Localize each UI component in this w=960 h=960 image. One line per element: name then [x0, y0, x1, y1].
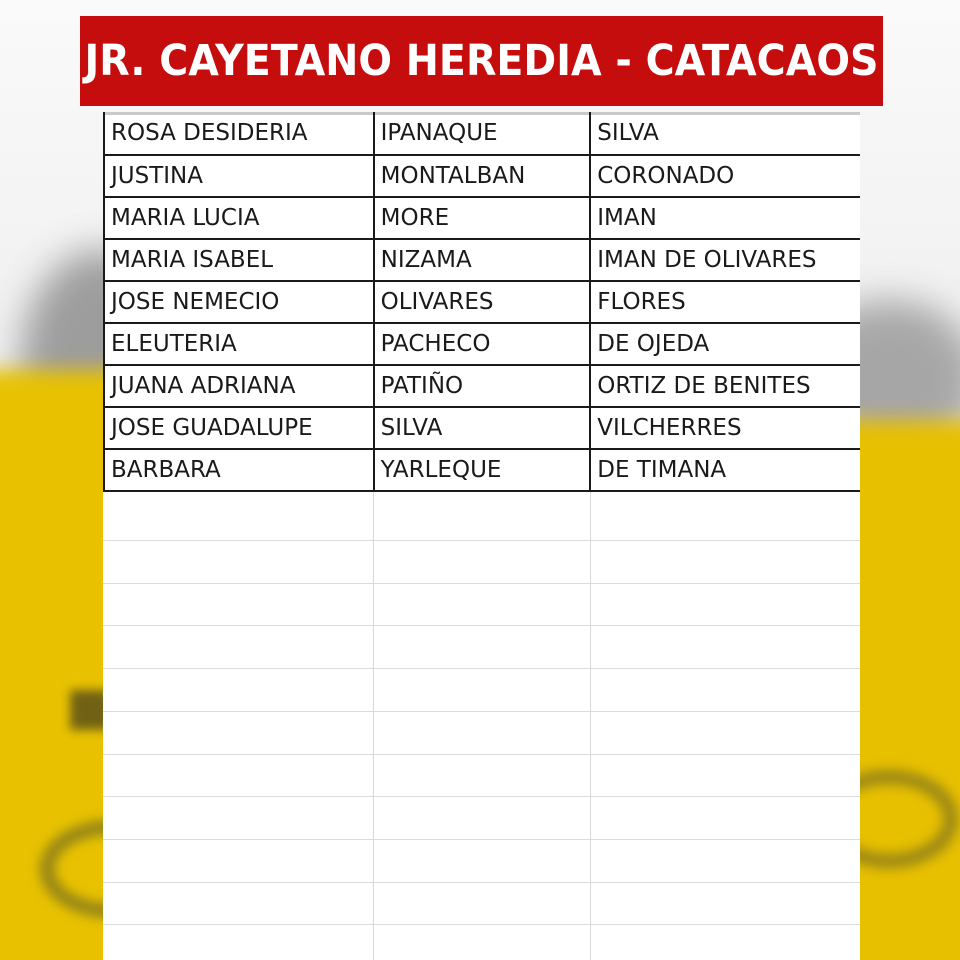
surname-cell[interactable]: OLIVARES [374, 281, 591, 323]
page-title: JR. CAYETANO HEREDIA - CATACAOS [84, 36, 879, 86]
surname-cell[interactable]: YARLEQUE [374, 449, 591, 491]
first-names-cell[interactable]: MARIA LUCIA [104, 197, 374, 239]
spreadsheet [103, 112, 860, 960]
second-surname-cell[interactable]: SILVA [590, 112, 860, 155]
second-surname-cell[interactable]: FLORES [590, 281, 860, 323]
table-row [104, 407, 860, 449]
surname-cell[interactable]: SILVA [374, 407, 591, 449]
grid-row-line [103, 924, 860, 925]
first-names-cell[interactable]: JOSE GUADALUPE [104, 407, 374, 449]
grid-row-line [103, 754, 860, 755]
grid-row-line [103, 583, 860, 584]
first-names-cell[interactable]: ROSA DESIDERIA [104, 112, 374, 155]
grid-row-line [103, 625, 860, 626]
first-names-cell[interactable]: JUSTINA [104, 155, 374, 197]
table-row [104, 365, 860, 407]
surname-cell[interactable]: MORE [374, 197, 591, 239]
second-surname-cell[interactable]: IMAN [590, 197, 860, 239]
first-names-cell[interactable]: JUANA ADRIANA [104, 365, 374, 407]
surname-cell[interactable]: NIZAMA [374, 239, 591, 281]
table-row [104, 323, 860, 365]
grid-row-line [103, 839, 860, 840]
table-row [104, 155, 860, 197]
surname-cell[interactable]: PACHECO [374, 323, 591, 365]
first-names-cell[interactable]: BARBARA [104, 449, 374, 491]
first-names-cell[interactable]: MARIA ISABEL [104, 239, 374, 281]
second-surname-cell[interactable]: ORTIZ DE BENITES [590, 365, 860, 407]
grid-row-line [103, 711, 860, 712]
title-banner [80, 16, 883, 106]
surname-cell[interactable]: IPANAQUE [374, 112, 591, 155]
surname-cell[interactable]: PATIÑO [374, 365, 591, 407]
table-row [104, 239, 860, 281]
table-row [104, 197, 860, 239]
first-names-cell[interactable]: ELEUTERIA [104, 323, 374, 365]
second-surname-cell[interactable]: CORONADO [590, 155, 860, 197]
table-row [104, 449, 860, 491]
surname-cell[interactable]: MONTALBAN [374, 155, 591, 197]
grid-row-line [103, 668, 860, 669]
grid-row-line [103, 796, 860, 797]
table-row [104, 281, 860, 323]
second-surname-cell[interactable]: IMAN DE OLIVARES [590, 239, 860, 281]
names-table [103, 112, 860, 492]
second-surname-cell[interactable]: VILCHERRES [590, 407, 860, 449]
second-surname-cell[interactable]: DE OJEDA [590, 323, 860, 365]
first-names-cell[interactable]: JOSE NEMECIO [104, 281, 374, 323]
second-surname-cell[interactable]: DE TIMANA [590, 449, 860, 491]
grid-row-line [103, 540, 860, 541]
table-row [104, 112, 860, 155]
grid-row-line [103, 882, 860, 883]
